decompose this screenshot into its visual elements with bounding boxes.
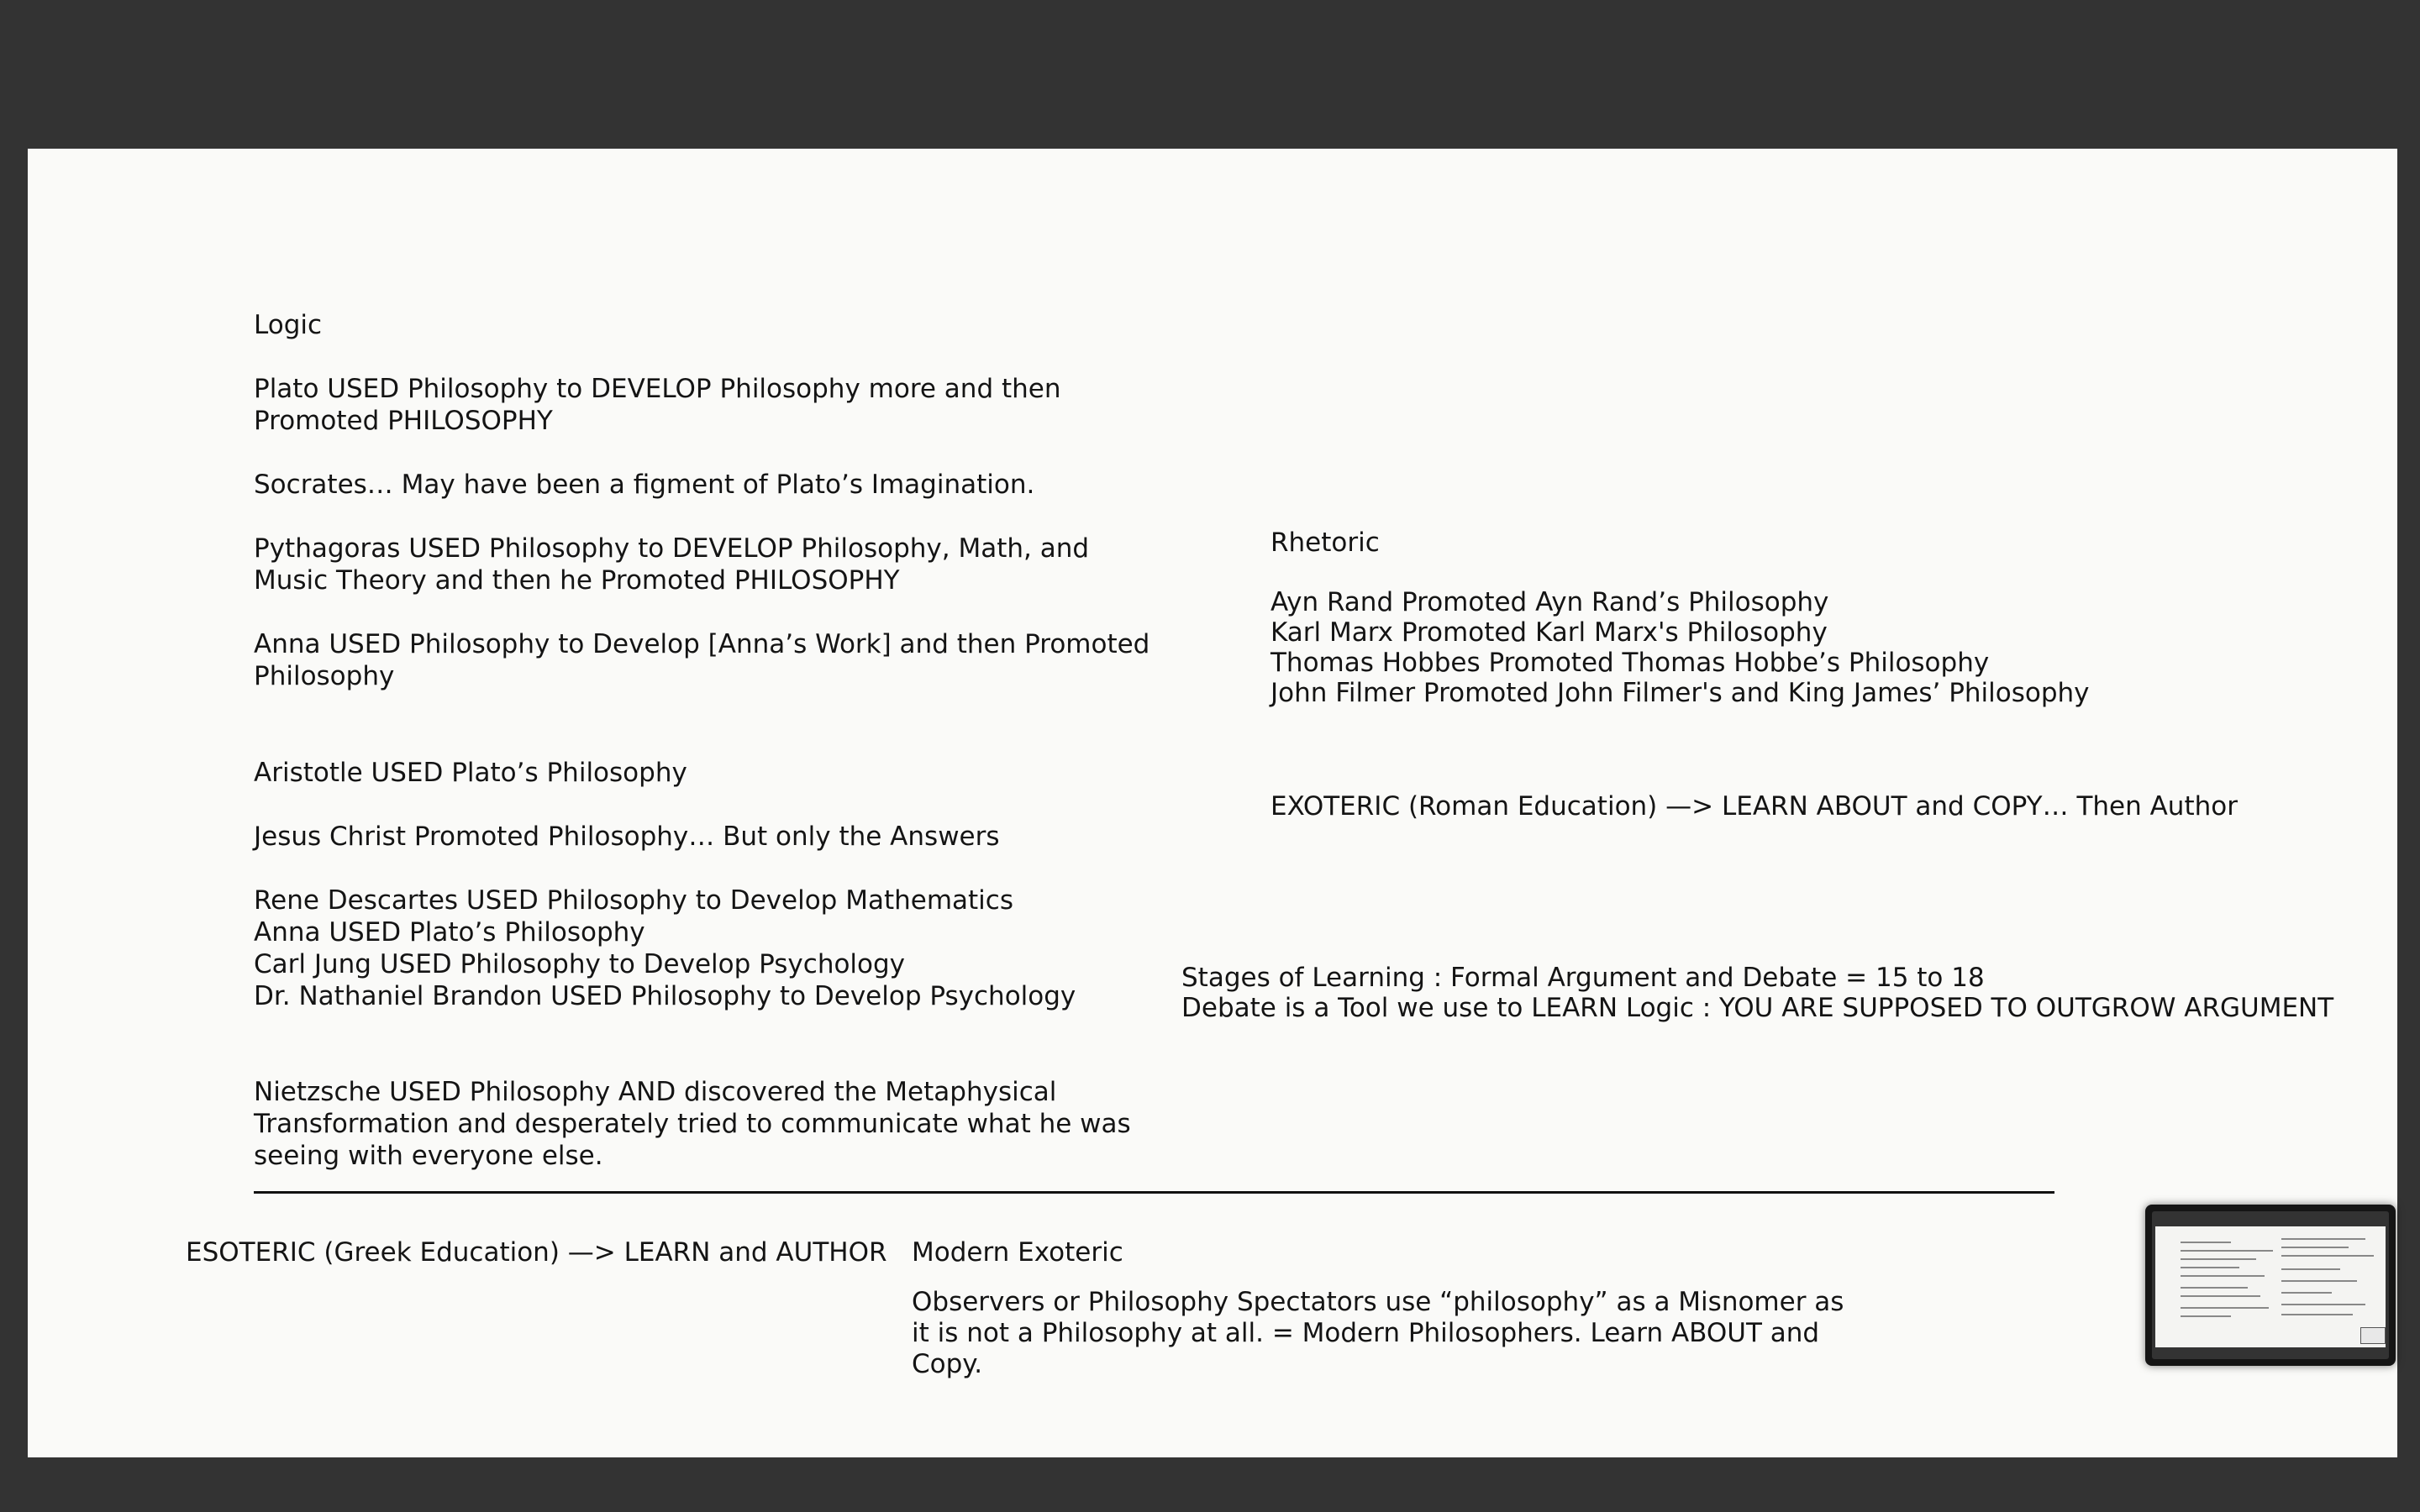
rhetoric-list-item: John Filmer Promoted John Filmer's and King James’ Philosophy — [1270, 678, 2090, 708]
thumbnail-camera-box — [2360, 1327, 2386, 1344]
rhetoric-heading: Rhetoric — [1270, 528, 1380, 558]
rhetoric-list-item: Karl Marx Promoted Karl Marx's Philosophy — [1270, 617, 1828, 648]
slide-preview-thumbnail[interactable] — [2145, 1205, 2396, 1366]
thumbnail-slide — [2155, 1226, 2386, 1347]
stages-line-1: Stages of Learning : Formal Argument and Debate = 15 to 18 — [1181, 963, 1985, 993]
logic-pythagoras: Pythagoras USED Philosophy to DEVELOP Philosophy, Math, and Music Theory and then he Promoted PHILOSOPHY — [254, 533, 1090, 596]
logic-anna: Anna USED Philosophy to Develop [Anna’s Work] and then Promoted Philosophy — [254, 629, 1150, 691]
modern-exoteric-body: Observers or Philosophy Spectators use “philosophy” as a Misnomer as it is not a Philosophy at all. = Modern Philosophers. Learn ABOUT and Copy. — [912, 1287, 1844, 1379]
divider-line — [254, 1191, 2054, 1194]
logic-list-item: Anna USED Plato’s Philosophy — [254, 917, 645, 948]
logic-list-item: Carl Jung USED Philosophy to Develop Psychology — [254, 949, 906, 979]
modern-exoteric-heading: Modern Exoteric — [912, 1237, 1123, 1268]
logic-aristotle: Aristotle USED Plato’s Philosophy — [254, 758, 687, 788]
rhetoric-list-item: Ayn Rand Promoted Ayn Rand’s Philosophy — [1270, 587, 1829, 617]
logic-list-item: Rene Descartes USED Philosophy to Develop Mathematics — [254, 885, 1013, 916]
rhetoric-list-item: Thomas Hobbes Promoted Thomas Hobbe’s Philosophy — [1270, 648, 1990, 678]
logic-jesus: Jesus Christ Promoted Philosophy… But only the Answers — [254, 822, 1000, 852]
logic-plato: Plato USED Philosophy to DEVELOP Philosophy more and then Promoted PHILOSOPHY — [254, 374, 1061, 436]
logic-list-item: Dr. Nathaniel Brandon USED Philosophy to Develop Psychology — [254, 981, 1076, 1011]
logic-socrates: Socrates… May have been a figment of Plato’s Imagination. — [254, 470, 1035, 500]
esoteric-label: ESOTERIC (Greek Education) —> LEARN and AUTHOR — [186, 1237, 887, 1268]
logic-heading: Logic — [254, 310, 323, 340]
stages-line-2: Debate is a Tool we use to LEARN Logic : YOU ARE SUPPOSED TO OUTGROW ARGUMENT — [1181, 993, 2334, 1023]
slide-canvas — [28, 149, 2397, 1457]
slide-preview-icon — [2152, 1211, 2389, 1359]
logic-nietzsche: Nietzsche USED Philosophy AND discovered the Metaphysical Transformation and desperately tried to communicate what he was seeing with everyone else. — [254, 1077, 1131, 1171]
exoteric-label: EXOTERIC (Roman Education) —> LEARN ABOUT and COPY… Then Author — [1270, 791, 2238, 822]
